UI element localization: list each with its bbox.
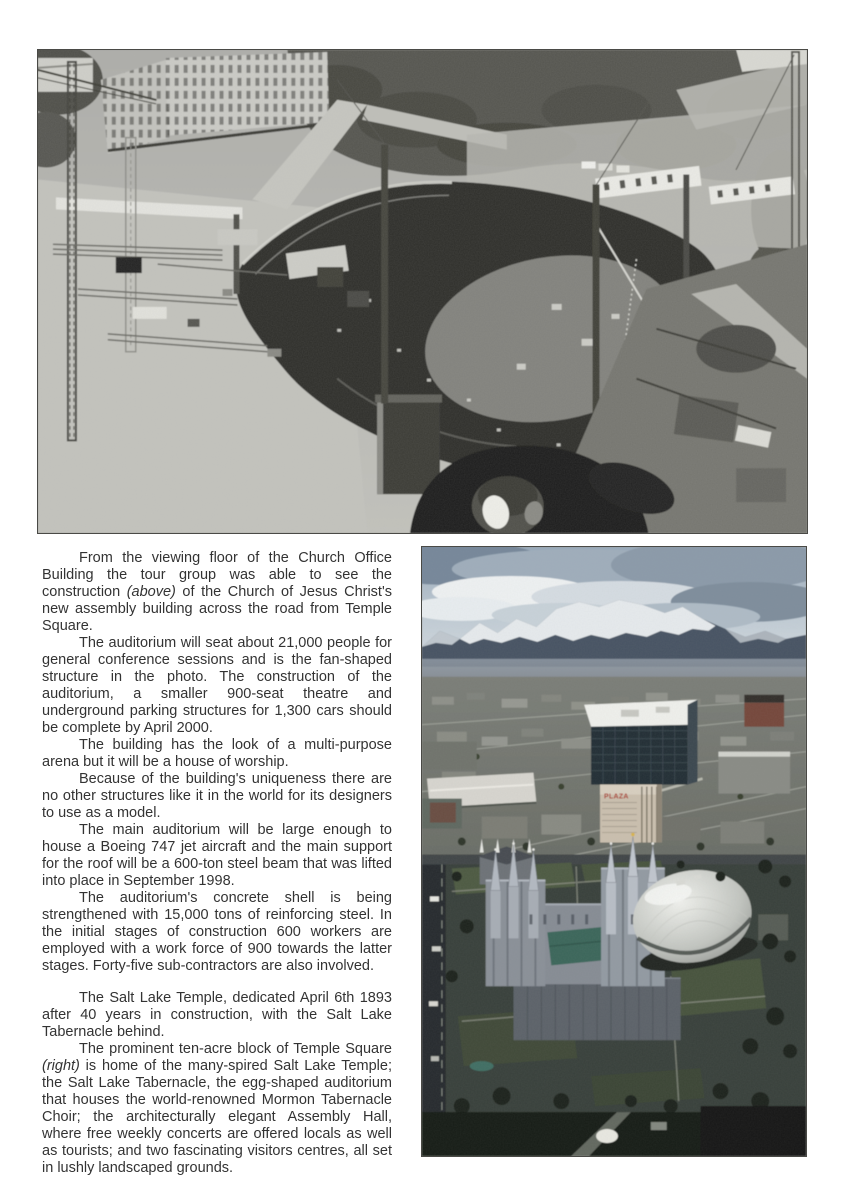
article-paragraph-2: [42, 635, 392, 737]
film-grain: [38, 50, 807, 533]
construction-site-photo: [37, 49, 808, 534]
paragraph-text: of the Church of Jesus Christ's new assembly building across the road from Temple Square.: [42, 584, 392, 634]
paragraph-text: From the viewing floor of the Church Office Building the tour group was able to see the construction: [42, 550, 392, 600]
article-paragraph-5: [42, 822, 392, 890]
paragraph-text: The prominent ten-acre block of Temple Square: [79, 1041, 392, 1057]
article-paragraph-4: [42, 771, 392, 822]
paragraph-text: The building has the look of a multi-purpose arena but it will be a house of worship.: [42, 737, 392, 770]
construction-photo-art: [38, 50, 807, 533]
plaza-sign-text: PLAZA: [604, 793, 629, 801]
article-paragraph-6: [42, 890, 392, 975]
italic-photo-reference: (above): [126, 584, 176, 600]
article-paragraph-1: [42, 550, 392, 635]
paragraph-text: Because of the building's uniqueness there are no other structures like it in the world for its designers to use as a model.: [42, 771, 392, 821]
temple-square-photo-art: [422, 547, 806, 1156]
paragraph-text: The main auditorium will be large enough to house a Boeing 747 jet aircraft and the main support for the roof will be a 600-ton steel beam that was lifted into place in September 1998.: [42, 822, 392, 889]
paragraph-text: is home of the many-spired Salt Lake Temple; the Salt Lake Tabernacle, the egg-shaped auditorium that houses the world-renowned Mormon Tabernacle Choir; the architecturally elegant Assembly Hall, where free weekly concerts are offered locals as well as tourists; and two fascinating visitors centres, all set in lushly landscaped grounds.: [42, 1058, 392, 1176]
paragraph-text: The Salt Lake Temple, dedicated April 6th 1893 after 40 years in construction, with the Salt Lake Tabernacle behind.: [42, 990, 392, 1040]
temple-square-photo: [421, 546, 807, 1157]
article-paragraph-3: [42, 737, 392, 771]
paragraph-text: The auditorium's concrete shell is being strengthened with 15,000 tons of reinforcing steel. In the initial stages of construction 600 workers are employed with a work force of 900 towards the latter stages. Forty-five sub-contractors are also involved.: [42, 890, 392, 974]
film-grain: [422, 547, 806, 1156]
paragraph-text: The auditorium will seat about 21,000 people for general conference sessions and is the fan-shaped structure in the photo. The construction of the auditorium, a smaller 900-seat theatre and underground parking structures for 1,300 cars should be complete by April 2000.: [42, 635, 392, 736]
article-paragraph-8: [42, 1041, 392, 1177]
italic-photo-reference: (right): [42, 1058, 80, 1074]
article-text-column: [42, 550, 392, 1177]
article-paragraph-7: [42, 990, 392, 1041]
